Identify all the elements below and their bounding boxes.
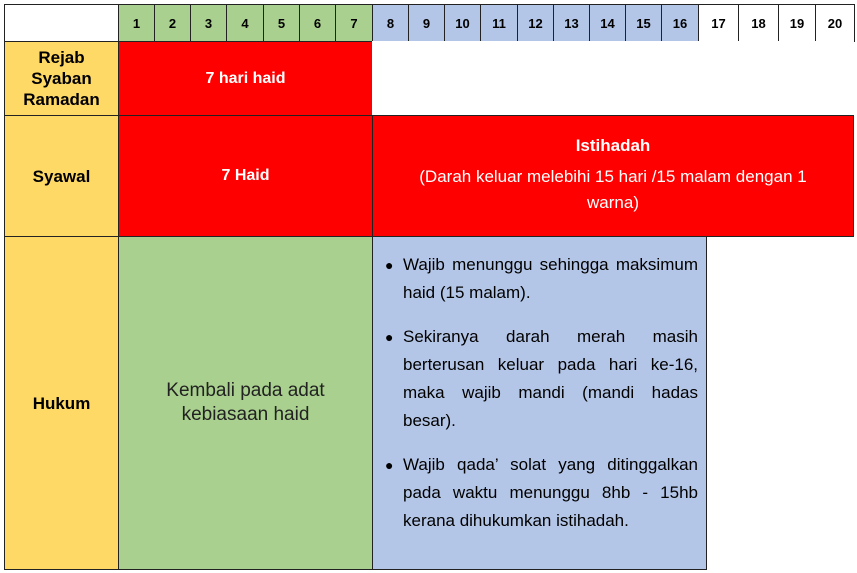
day-header-7: 7 [335,4,373,42]
hukum-item [385,451,698,535]
haid-text-rejab: 7 hari haid [205,69,286,87]
day-header-19: 19 [778,4,816,42]
row-label-hukum [4,236,119,570]
day-header-16: 16 [661,4,699,42]
hukum-item-text: Wajib qada’ solat yang ditinggalkan pada waktu menunggu 8hb - 15hb kerana dihukumkan istihadah. [403,455,698,530]
day-header-13: 13 [553,4,590,42]
corner-cell [4,4,119,42]
day-header-18: 18 [738,4,779,42]
day-header-6: 6 [299,4,336,42]
label-hukum: Hukum [32,393,91,413]
day-header-5: 5 [263,4,300,42]
day-header-1: 1 [118,4,155,42]
haid-cell-rejab [118,41,373,116]
empty-cell-rejab [372,41,854,116]
day-header-20: 20 [815,4,855,42]
day-header-11: 11 [480,4,518,42]
bullet-icon: ● [385,257,394,273]
day-header-8: 8 [372,4,409,42]
kembali-cell [118,236,373,570]
hukum-item [385,323,698,435]
day-header-15: 15 [625,4,662,42]
hukum-rules-cell [372,236,707,570]
hukum-item-text: Wajib menunggu sehingga maksimum haid (15 malam). [403,255,698,302]
bullet-icon: ● [385,457,394,473]
haid-text-syawal: 7 Haid [221,167,270,184]
day-header-10: 10 [444,4,481,42]
day-header-14: 14 [589,4,626,42]
label-syawal: Syawal [32,166,91,186]
day-header-9: 9 [408,4,445,42]
haid-cell-syawal [118,115,373,237]
day-header-12: 12 [517,4,554,42]
istihadah-cell [372,115,854,237]
istihadah-note: (Darah keluar melebihi 15 hari /15 malam dengan 1 warna) [419,167,807,212]
row-label-syawal [4,115,119,237]
kembali-text: Kembali pada adat kebiasaan haid [166,380,325,425]
label-syaban: Syaban [31,69,92,88]
istihadah-title: Istihadah [575,136,651,155]
hukum-item [385,251,698,307]
hukum-item-text: Sekiranya darah merah masih berterusan keluar pada hari ke-16, maka wajib mandi (mandi hadas besar). [403,327,698,430]
bullet-icon: ● [385,329,394,345]
day-header-2: 2 [154,4,191,42]
day-header-4: 4 [226,4,264,42]
label-rejab: Rejab [38,48,85,67]
row-label-rejab [4,41,119,116]
day-header-17: 17 [698,4,739,42]
day-header-3: 3 [190,4,227,42]
label-ramadan: Ramadan [23,90,100,109]
